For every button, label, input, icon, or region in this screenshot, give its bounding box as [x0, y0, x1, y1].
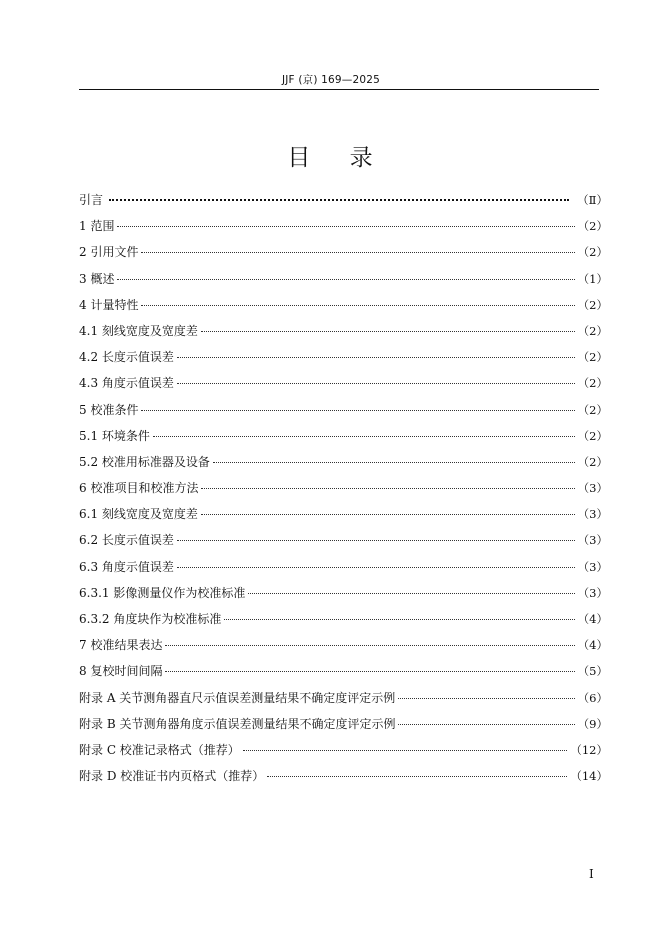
toc-entry-page: （2） — [577, 428, 608, 443]
toc-entry-page: （2） — [577, 402, 608, 417]
toc-entry-label: 6.1 刻线宽度及宽度差 — [79, 507, 198, 522]
page-number: I — [589, 867, 594, 881]
toc-entry-label: 4 计量特性 — [79, 297, 139, 312]
toc-leader-dots — [398, 724, 574, 725]
toc-entry-label: 6.2 长度示值误差 — [79, 533, 174, 548]
toc-entry-1[interactable] — [79, 213, 608, 239]
toc-leader-dots — [398, 698, 574, 699]
toc-leader-dots — [141, 305, 574, 306]
toc-leader-dots — [141, 410, 574, 411]
toc-leader-dots — [248, 593, 574, 594]
toc-entry-page: （6） — [577, 690, 608, 705]
toc-leader-dots — [177, 383, 575, 384]
toc-entry-label: 引言 — [79, 193, 104, 207]
toc-entry-6-3[interactable] — [79, 554, 608, 580]
toc-entry-label: 8 复校时间间隔 — [79, 664, 163, 679]
toc-entry-page: （2） — [577, 245, 608, 260]
toc-entry-page: （4） — [577, 612, 608, 626]
toc-entry-page: （5） — [577, 664, 608, 679]
toc-entry-page: （3） — [577, 559, 608, 574]
toc-entry-page: （3） — [577, 507, 608, 522]
toc-entry-label: 附录 B 关节测角器角度示值误差测量结果不确定度评定示例 — [79, 716, 396, 731]
toc-leader-dots — [201, 488, 574, 489]
toc-entry-page: （2） — [577, 219, 608, 234]
toc-entry-2[interactable] — [79, 239, 608, 265]
toc-entry-label: 3 概述 — [79, 271, 115, 286]
toc-entry-label: 附录 C 校准记录格式（推荐） — [79, 742, 240, 757]
toc-entry-page: （Ⅱ） — [577, 193, 608, 207]
toc-entry-appendix-b[interactable] — [79, 711, 608, 737]
toc-entry-4[interactable] — [79, 292, 608, 318]
toc-entry-6-3-2[interactable] — [79, 606, 608, 632]
toc-entry-page: （1） — [577, 271, 608, 286]
toc-leader-dots — [117, 226, 574, 227]
toc-entry-label: 6 校准项目和校准方法 — [79, 481, 199, 496]
toc-entry-appendix-d[interactable] — [79, 763, 608, 789]
toc-leader-dots — [117, 279, 574, 280]
toc-entry-label: 5 校准条件 — [79, 402, 139, 417]
toc-leader-dots — [224, 619, 574, 620]
toc-entry-5-1[interactable] — [79, 423, 608, 449]
toc-entry-appendix-c[interactable] — [79, 737, 608, 763]
toc-leader-dots — [165, 671, 574, 672]
toc-entry-4-2[interactable] — [79, 344, 608, 370]
toc-entry-label: 6.3.2 角度块作为校准标准 — [79, 612, 222, 626]
toc-entry-page: （14） — [570, 769, 608, 784]
toc-entry-label: 附录 D 校准证书内页格式（推荐） — [79, 769, 265, 784]
toc-title: 目 录 — [287, 145, 375, 171]
toc-entry-4-3[interactable] — [79, 370, 608, 396]
toc-entry-appendix-a[interactable] — [79, 685, 608, 711]
toc-entry-8[interactable] — [79, 658, 608, 684]
toc-entry-page: （2） — [577, 297, 608, 312]
toc-entry-7[interactable] — [79, 632, 608, 658]
toc-entry-page: （4） — [577, 638, 608, 653]
table-of-contents — [79, 187, 608, 789]
toc-entry-page: （2） — [577, 350, 608, 365]
toc-leader-dots — [165, 645, 574, 646]
toc-leader-dots — [201, 514, 575, 515]
toc-entry-page: （3） — [577, 481, 608, 496]
header-rule — [79, 89, 599, 90]
toc-entry-label: 7 校准结果表达 — [79, 638, 163, 653]
toc-entry-page: （2） — [577, 376, 608, 391]
document-code: JJF (京) 169—2025 — [281, 74, 381, 86]
toc-leader-dots — [153, 436, 575, 437]
toc-entry-label: 5.2 校准用标准器及设备 — [79, 454, 210, 469]
toc-entry-page: （3） — [577, 533, 608, 548]
toc-entry-5[interactable] — [79, 397, 608, 423]
toc-leader-dots — [267, 776, 567, 777]
toc-entry-page: （2） — [577, 323, 608, 338]
toc-entry-page: （12） — [570, 742, 608, 757]
toc-entry-6-1[interactable] — [79, 501, 608, 527]
toc-entry-page: （3） — [577, 585, 608, 600]
toc-entry-label: 6.3.1 影像测量仪作为校准标准 — [79, 585, 246, 600]
toc-entry-page: （2） — [577, 454, 608, 469]
toc-entry-label: 附录 A 关节测角器直尺示值误差测量结果不确定度评定示例 — [79, 690, 396, 705]
toc-entry-6[interactable] — [79, 475, 608, 501]
toc-leader-dots — [213, 462, 575, 463]
toc-leader-dots — [177, 567, 575, 568]
toc-leader-dots — [201, 331, 575, 332]
toc-entry-3[interactable] — [79, 266, 608, 292]
toc-entry-6-2[interactable] — [79, 527, 608, 553]
toc-entry-label: 5.1 环境条件 — [79, 428, 150, 443]
toc-entry-5-2[interactable] — [79, 449, 608, 475]
toc-entry-label: 4.3 角度示值误差 — [79, 376, 174, 391]
toc-leader-dots — [109, 199, 569, 201]
toc-leader-dots — [177, 540, 575, 541]
toc-entry-introduction[interactable] — [79, 187, 608, 213]
toc-entry-label: 2 引用文件 — [79, 245, 139, 260]
toc-entry-6-3-1[interactable] — [79, 580, 608, 606]
toc-entry-label: 1 范围 — [79, 219, 115, 234]
toc-leader-dots — [141, 252, 574, 253]
toc-entry-label: 6.3 角度示值误差 — [79, 559, 174, 574]
toc-entry-4-1[interactable] — [79, 318, 608, 344]
toc-entry-page: （9） — [577, 716, 608, 731]
toc-leader-dots — [177, 357, 575, 358]
toc-entry-label: 4.1 刻线宽度及宽度差 — [79, 323, 198, 338]
toc-entry-label: 4.2 长度示值误差 — [79, 350, 174, 365]
toc-leader-dots — [243, 750, 568, 751]
